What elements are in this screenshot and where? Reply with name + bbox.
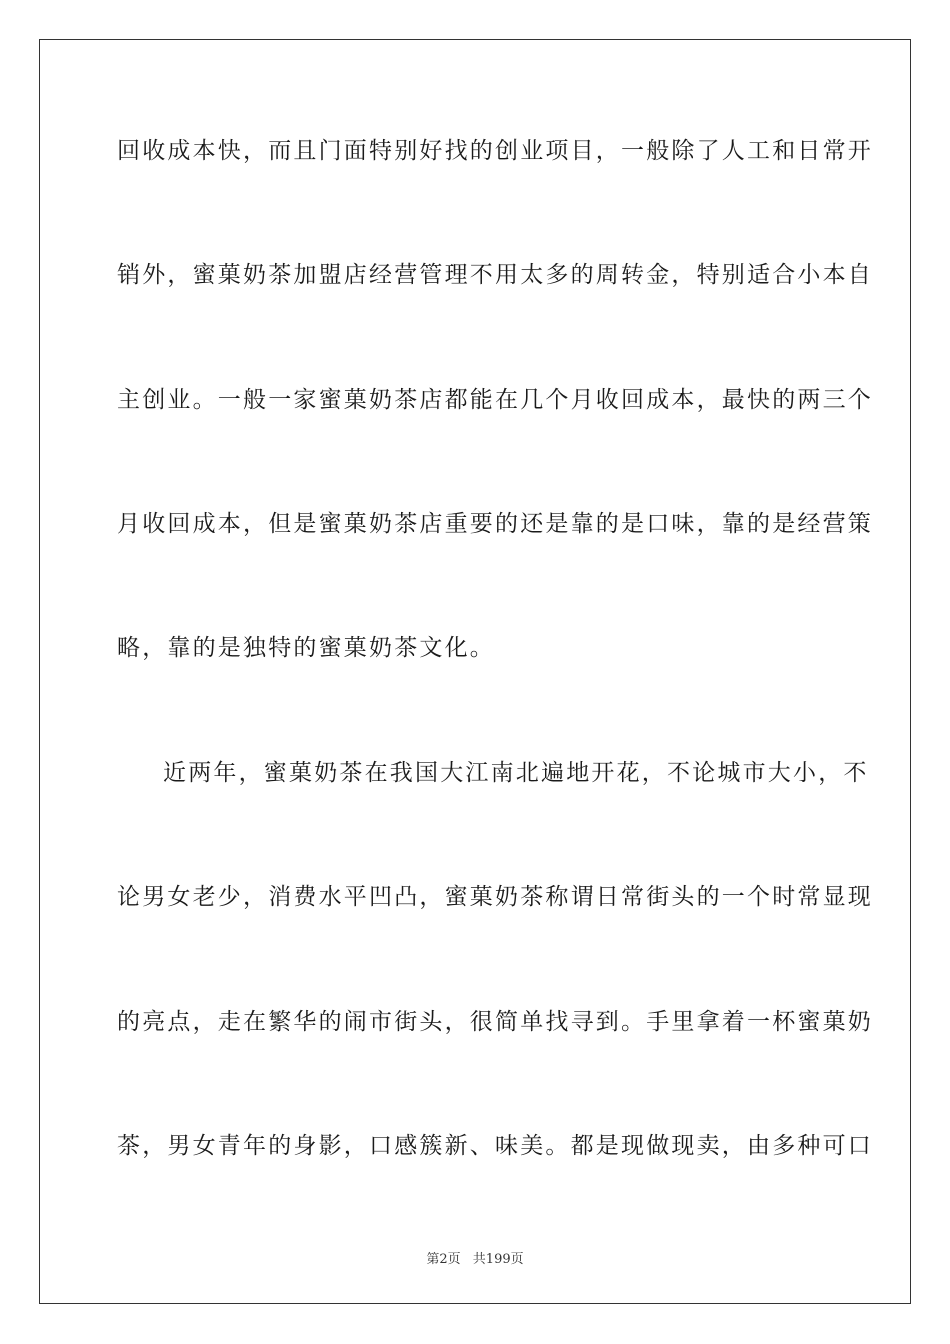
body-text-line-2: 销外，蜜菓奶茶加盟店经营管理不用太多的周转金，特别适合小本自	[117, 262, 873, 288]
body-text-line-9: 茶，男女青年的身影，口感簇新、味美。都是现做现卖，由多种可口	[117, 1133, 873, 1159]
body-text-line-6: 近两年，蜜菓奶茶在我国大江南北遍地开花，不论城市大小，不	[163, 760, 869, 786]
page-border	[39, 39, 911, 1304]
body-text-line-3: 主创业。一般一家蜜菓奶茶店都能在几个月收回成本，最快的两三个	[117, 387, 873, 413]
body-text-line-7: 论男女老少，消费水平凹凸，蜜菓奶茶称谓日常街头的一个时常显现	[117, 884, 873, 910]
body-text-line-8: 的亮点，走在繁华的闹市街头，很简单找寻到。手里拿着一杯蜜菓奶	[117, 1009, 873, 1035]
body-text-line-4: 月收回成本，但是蜜菓奶茶店重要的还是靠的是口味，靠的是经营策	[117, 511, 873, 537]
body-text-line-5: 略，靠的是独特的蜜菓奶茶文化。	[117, 635, 495, 661]
page-number-current: 第2页	[426, 1252, 461, 1267]
body-text-line-1: 回收成本快，而且门面特别好找的创业项目，一般除了人工和日常开	[117, 138, 873, 164]
page-number-total: 共199页	[472, 1252, 524, 1267]
page-footer	[0, 1248, 950, 1267]
